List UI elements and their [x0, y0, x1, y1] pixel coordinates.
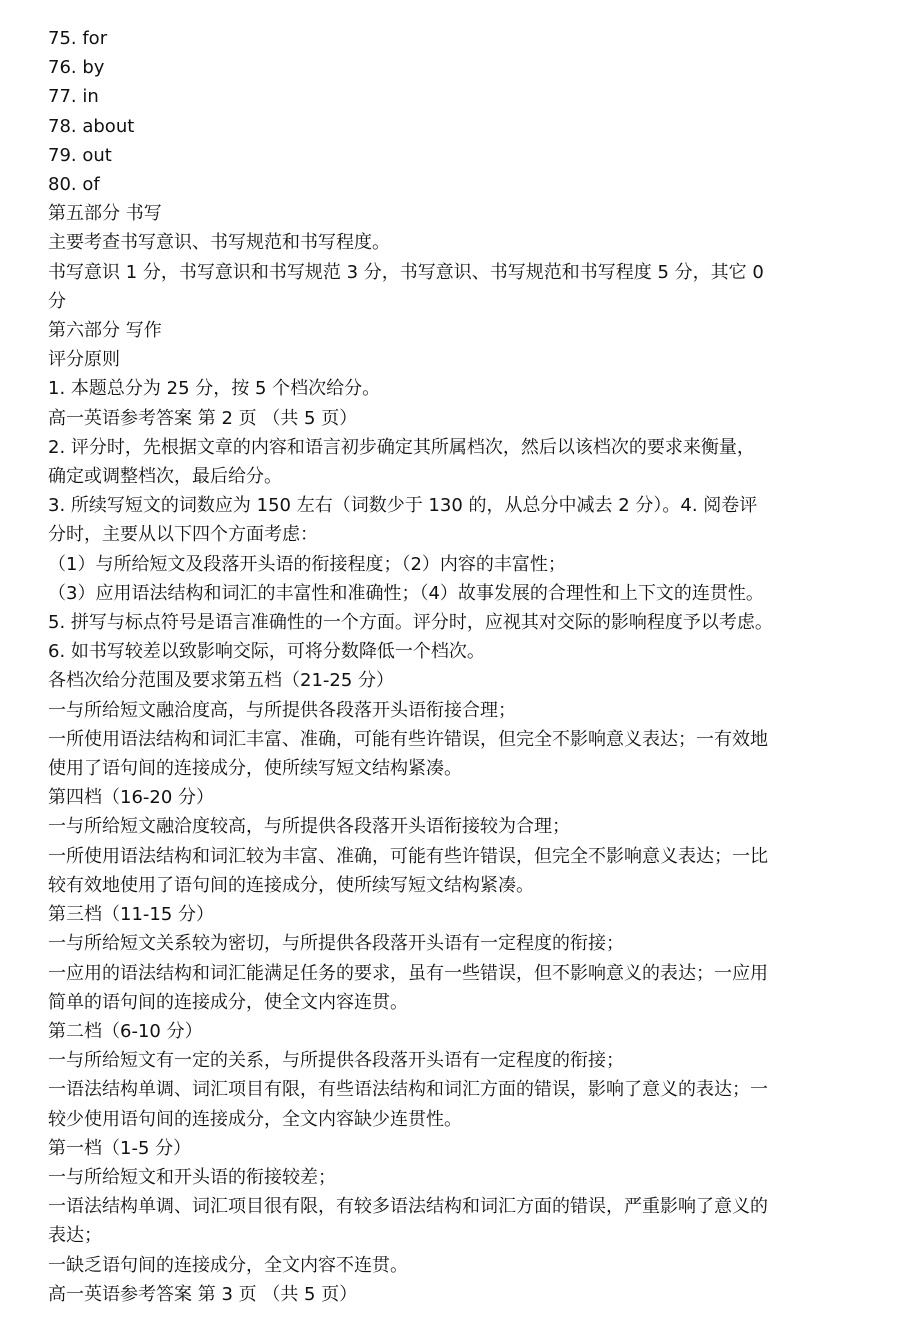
answer-80: 80. of	[48, 174, 100, 196]
rule-6: 6. 如书写较差以致影响交际，可将分数降低一个档次。	[48, 641, 485, 663]
grade5-line3: 使用了语句间的连接成分，使所续写短文结构紧凑。	[48, 758, 462, 780]
grade5-line2: 一所使用语法结构和词汇丰富、准确，可能有些许错误，但完全不影响意义表达；一有效地	[48, 728, 768, 750]
grade2-line3: 较少使用语句间的连接成分，全文内容缺少连贯性。	[48, 1108, 462, 1130]
grade2-line2: 一语法结构单调、词汇项目有限，有些语法结构和词汇方面的错误，影响了意义的表达；一	[48, 1079, 768, 1101]
grade1-line4: 一缺乏语句间的连接成分，全文内容不连贯。	[48, 1254, 408, 1276]
grade3-line1: 一与所给短文关系较为密切，与所提供各段落开头语有一定程度的衔接；	[48, 933, 624, 955]
answer-75: 75. for	[48, 28, 108, 49]
grade3-title: 第三档（11-15 分）	[48, 904, 215, 926]
part5-scoring-line2: 分	[48, 290, 66, 312]
answer-76: 76. by	[48, 57, 105, 79]
answer-77: 77. in	[48, 86, 99, 108]
grade2-title: 第二档（6-10 分）	[48, 1020, 203, 1042]
grade4-line3: 较有效地使用了语句间的连接成分，使所续写短文结构紧凑。	[48, 874, 534, 896]
page-footer-2: 高一英语参考答案 第 2 页 （共 5 页）	[48, 407, 358, 429]
aspects-line1: （1）与所给短文及段落开头语的衔接程度；（2）内容的丰富性；	[48, 553, 566, 575]
rule-3-line1: 3. 所续写短文的词数应为 150 左右（词数少于 130 的，从总分中减去 2 分）。4. 阅卷评	[48, 495, 758, 517]
answer-79: 79. out	[48, 144, 112, 166]
grade1-line3: 表达；	[48, 1225, 102, 1247]
grade4-line2: 一所使用语法结构和词汇较为丰富、准确，可能有些许错误，但完全不影响意义表达；一比	[48, 845, 768, 867]
principles-title: 评分原则	[48, 349, 120, 371]
part5-desc: 主要考查书写意识、书写规范和书写程度。	[48, 232, 390, 254]
part5-scoring-line1: 书写意识 1 分，书写意识和书写规范 3 分，书写意识、书写规范和书写程度 5 分，其它 0	[48, 261, 764, 283]
rule-1: 1. 本题总分为 25 分，按 5 个档次给分。	[48, 378, 381, 400]
rule-5: 5. 拼写与标点符号是语言准确性的一个方面。评分时，应视其对交际的影响程度予以考虑。	[48, 612, 773, 634]
page-footer-3: 高一英语参考答案 第 3 页 （共 5 页）	[48, 1283, 358, 1305]
grade1-title: 第一档（1-5 分）	[48, 1137, 192, 1159]
grade4-title: 第四档（16-20 分）	[48, 787, 215, 809]
aspects-line2: （3）应用语法结构和词汇的丰富性和准确性；（4）故事发展的合理性和上下文的连贯性。	[48, 582, 764, 604]
grade3-line3: 简单的语句间的连接成分，使全文内容连贯。	[48, 991, 408, 1013]
grade5-line1: 一与所给短文融洽度高，与所提供各段落开头语衔接合理；	[48, 699, 516, 721]
grade3-line2: 一应用的语法结构和词汇能满足任务的要求，虽有一些错误，但不影响意义的表达；一应用	[48, 962, 768, 984]
grade5-title: 各档次给分范围及要求第五档（21-25 分）	[48, 670, 395, 692]
grade4-line1: 一与所给短文融洽度较高，与所提供各段落开头语衔接较为合理；	[48, 816, 570, 838]
grade2-line1: 一与所给短文有一定的关系，与所提供各段落开头语有一定程度的衔接；	[48, 1050, 624, 1072]
rule-3-line2: 分时，主要从以下四个方面考虑：	[48, 524, 318, 546]
answer-78: 78. about	[48, 115, 135, 137]
part5-heading: 第五部分 书写	[48, 203, 162, 225]
grade1-line2: 一语法结构单调、词汇项目很有限，有较多语法结构和词汇方面的错误，严重影响了意义的	[48, 1196, 768, 1218]
rule-2-line2: 确定或调整档次，最后给分。	[48, 466, 282, 488]
part6-heading: 第六部分 写作	[48, 320, 162, 342]
grade1-line1: 一与所给短文和开头语的衔接较差；	[48, 1166, 336, 1188]
rule-2-line1: 2. 评分时，先根据文章的内容和语言初步确定其所属档次，然后以该档次的要求来衡量，	[48, 436, 755, 458]
